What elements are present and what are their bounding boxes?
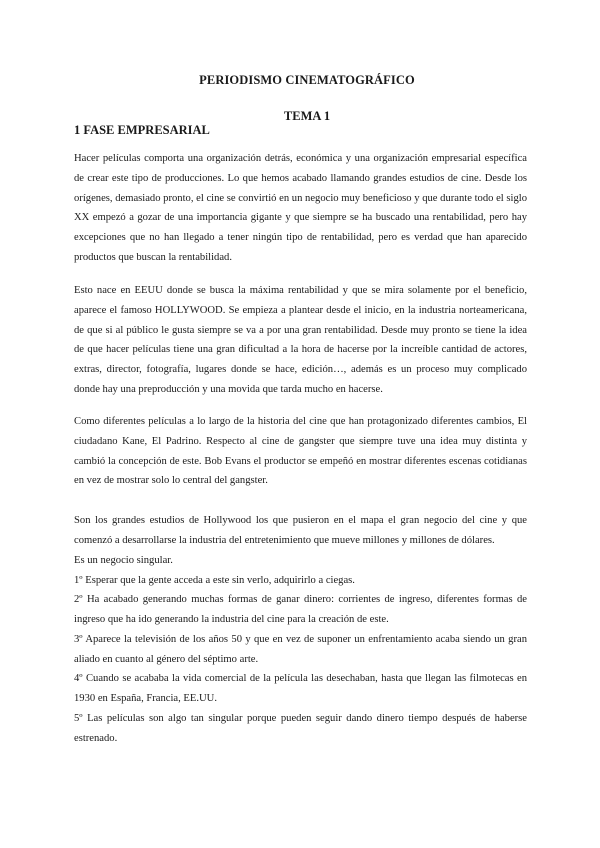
paragraph-1: Hacer películas comporta una organización detrás, económica y una organización empresarial específica de crear este tipo de producciones. Lo que hemos acabado llamando grandes estudios de cine. Desde los orígenes, demasiado pronto, el cine se convirtió en un negocio muy beneficioso y que durante todo el siglo XX empezó a gozar de una importancia gigante y que siempre se ha buscado una rentabilidad, pero hay excepciones que no han llegado a tener ningún tipo de rentabilidad, pero es verdad que han aparecido productos que buscan la rentabilidad. [74, 153, 527, 263]
tema-heading: TEMA 1 [283, 109, 331, 123]
singular-intro: Es un negocio singular. [74, 555, 173, 566]
list-item-3: 3º Aparece la televisión de los años 50 y que en vez de suponer un enfrentamiento acaba siendo un gran aliado en cuanto al género del séptimo arte. [74, 634, 527, 665]
paragraph-3: Como diferentes películas a lo largo de la historia del cine que han protagonizado diferentes cambios, El ciudadano Kane, El Padrino. Respecto al cine de gangster que siempre tuve una idea muy distinta y cambió la concepción de este. Bob Evans el productor se empeñó en mostrar diferentes escenas cotidianas en vez de mostrar solo lo central del gangster. [74, 416, 527, 487]
paragraph-4: Son los grandes estudios de Hollywood los que pusieron en el mapa el gran negocio del cine y que comenzó a desarrollarse la industria del entretenimiento que mueve millones y millones de dólares. [74, 515, 527, 546]
list-item-4: 4º Cuando se acababa la vida comercial de la película las desechaban, hasta que llegan las filmotecas en 1930 en España, Francia, EE.UU. [74, 673, 527, 704]
section-heading: 1 FASE EMPRESARIAL [74, 123, 210, 137]
list-item-2: 2º Ha acabado generando muchas formas de ganar dinero: corrientes de ingreso, diferentes formas de ingreso que ha ido generando la industria del cine para la creación de este. [74, 594, 527, 625]
paragraph-2: Esto nace en EEUU donde se busca la máxima rentabilidad y que se mira solamente por el beneficio, aparece el famoso HOLLYWOOD. Se empieza a plantear desde el inicio, en la industria norteamericana, de que si al público le gusta siempre se va a por una gran rentabilidad. Desde muy pronto se tiene la idea de que hacer películas tiene una gran dificultad a la hora de hacerse por la increíble cantidad de actores, extras, director, fotografía, lugares donde se hace, edición…, además es un proceso muy complicado donde hay una preproducción y una movida que tarda mucho en hacerse. [74, 285, 527, 395]
list-item-5: 5º Las películas son algo tan singular porque pueden seguir dando dinero tiempo después de haberse estrenado. [74, 713, 527, 744]
document-title: PERIODISMO CINEMATOGRÁFICO [199, 73, 415, 87]
list-item-1: 1º Esperar que la gente acceda a este sin verlo, adquirirlo a ciegas. [74, 575, 355, 586]
